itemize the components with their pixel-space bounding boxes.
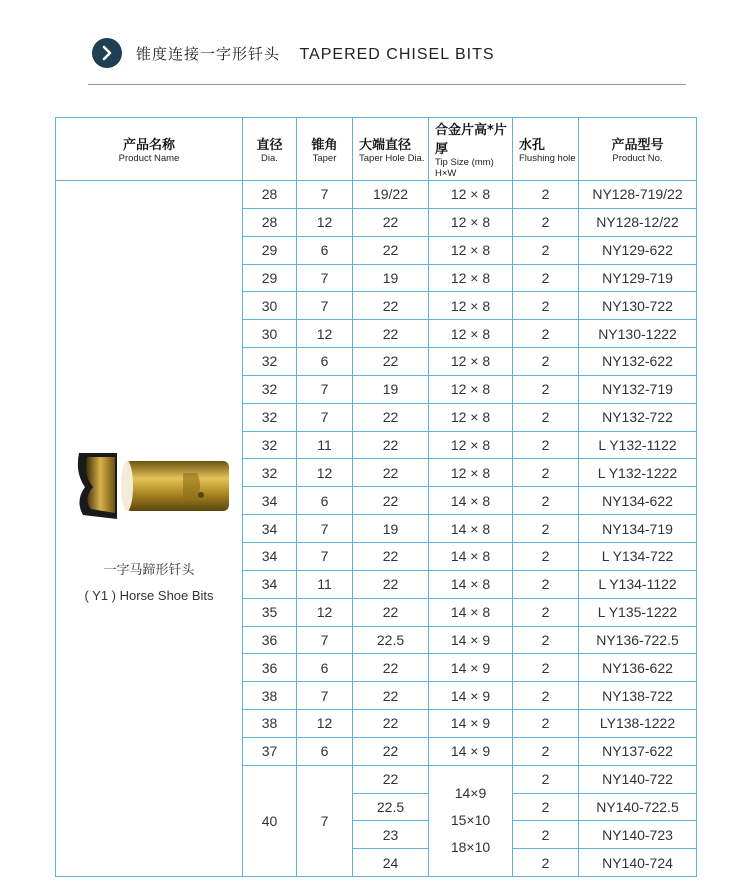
dia-cell: 30	[243, 292, 297, 320]
taper-cell: 7	[297, 403, 353, 431]
dia-cell: 32	[243, 348, 297, 376]
taper-cell: 6	[297, 236, 353, 264]
dia-cell: 38	[243, 682, 297, 710]
taper-hole-cell: 22	[353, 570, 429, 598]
tip-size-option: 15×10	[450, 812, 491, 829]
tip-size-cell: 14 × 8	[429, 570, 513, 598]
dia-cell: 29	[243, 236, 297, 264]
dia-cell: 32	[243, 375, 297, 403]
taper-hole-cell: 22	[353, 542, 429, 570]
tip-size-cell	[429, 765, 513, 876]
product-no-cell: NY140-724	[579, 849, 697, 877]
taper-cell: 7	[297, 542, 353, 570]
horse-shoe-bit-image	[65, 451, 233, 521]
spec-table	[55, 117, 697, 877]
title-cn: 锥度连接一字形钎头	[136, 44, 281, 63]
taper-hole-cell: 22	[353, 737, 429, 765]
dia-cell: 34	[243, 487, 297, 515]
page-title	[136, 43, 495, 64]
tip-size-cell: 12 × 8	[429, 264, 513, 292]
product-no-cell: NY132-622	[579, 348, 697, 376]
taper-cell: 6	[297, 737, 353, 765]
product-no-cell: NY128-719/22	[579, 181, 697, 209]
product-no-cell: NY129-622	[579, 236, 697, 264]
flushing-hole-cell: 2	[513, 375, 579, 403]
taper-hole-cell: 22	[353, 320, 429, 348]
product-no-cell: NY130-722	[579, 292, 697, 320]
product-no-cell: NY134-719	[579, 515, 697, 543]
product-no-cell: NY140-722	[579, 765, 697, 793]
product-no-cell: L Y135-1222	[579, 598, 697, 626]
flushing-hole-cell: 2	[513, 431, 579, 459]
dia-cell: 32	[243, 431, 297, 459]
taper-hole-cell: 22	[353, 403, 429, 431]
taper-cell: 7	[297, 292, 353, 320]
col-tip-size: 合金片高*片厚 Tip Size (mm) H×W	[429, 118, 513, 181]
taper-hole-cell: 19	[353, 515, 429, 543]
tip-size-cell: 14 × 8	[429, 598, 513, 626]
taper-cell: 7	[297, 626, 353, 654]
flushing-hole-cell: 2	[513, 181, 579, 209]
taper-cell: 7	[297, 264, 353, 292]
product-no-cell: L Y132-1122	[579, 431, 697, 459]
tip-size-cell: 12 × 8	[429, 292, 513, 320]
flushing-hole-cell: 2	[513, 236, 579, 264]
dia-cell: 30	[243, 320, 297, 348]
tip-size-cell: 14 × 9	[429, 654, 513, 682]
col-flushing-hole: 水孔 Flushing hole	[513, 118, 579, 181]
product-no-cell: NY137-622	[579, 737, 697, 765]
taper-cell: 12	[297, 598, 353, 626]
product-no-cell: NY140-723	[579, 821, 697, 849]
flushing-hole-cell: 2	[513, 542, 579, 570]
taper-cell: 7	[297, 515, 353, 543]
taper-cell: 12	[297, 710, 353, 738]
flushing-hole-cell: 2	[513, 765, 579, 793]
taper-hole-cell: 22	[353, 208, 429, 236]
product-no-cell: NY132-722	[579, 403, 697, 431]
taper-hole-cell: 22	[353, 236, 429, 264]
taper-hole-cell: 22	[353, 765, 429, 793]
tip-size-cell: 12 × 8	[429, 181, 513, 209]
page-header	[92, 38, 495, 68]
taper-hole-cell: 22	[353, 710, 429, 738]
taper-cell: 12	[297, 459, 353, 487]
flushing-hole-cell: 2	[513, 292, 579, 320]
dia-cell: 36	[243, 626, 297, 654]
taper-hole-cell: 22	[353, 459, 429, 487]
tip-size-cell: 12 × 8	[429, 375, 513, 403]
dia-cell: 35	[243, 598, 297, 626]
product-no-cell: NY136-722.5	[579, 626, 697, 654]
chevron-right-icon	[92, 38, 122, 68]
taper-cell: 7	[297, 375, 353, 403]
taper-cell: 6	[297, 654, 353, 682]
tip-size-cell: 14 × 9	[429, 737, 513, 765]
product-no-cell: L Y134-722	[579, 542, 697, 570]
tip-size-option: 18×10	[450, 839, 491, 856]
dia-cell: 37	[243, 737, 297, 765]
tip-size-cell: 14 × 9	[429, 682, 513, 710]
product-no-cell: NY140-722.5	[579, 793, 697, 821]
dia-cell: 34	[243, 515, 297, 543]
tip-size-cell: 12 × 8	[429, 236, 513, 264]
taper-cell: 11	[297, 570, 353, 598]
product-no-cell: NY130-1222	[579, 320, 697, 348]
tip-size-cell: 14 × 9	[429, 626, 513, 654]
product-no-cell: NY129-719	[579, 264, 697, 292]
dia-cell: 28	[243, 181, 297, 209]
tip-size-cell: 12 × 8	[429, 459, 513, 487]
dia-cell: 38	[243, 710, 297, 738]
dia-cell: 36	[243, 654, 297, 682]
flushing-hole-cell: 2	[513, 208, 579, 236]
col-dia: 直径 Dia.	[243, 118, 297, 181]
taper-hole-cell: 22	[353, 682, 429, 710]
product-no-cell: NY132-719	[579, 375, 697, 403]
product-name-en: ( Y1 ) Horse Shoe Bits	[84, 588, 214, 603]
flushing-hole-cell: 2	[513, 654, 579, 682]
flushing-hole-cell: 2	[513, 682, 579, 710]
taper-hole-cell: 22	[353, 292, 429, 320]
flushing-hole-cell: 2	[513, 515, 579, 543]
tip-size-option: 14×9	[454, 785, 487, 802]
flushing-hole-cell: 2	[513, 348, 579, 376]
col-taper: 锥角 Taper	[297, 118, 353, 181]
flushing-hole-cell: 2	[513, 598, 579, 626]
product-no-cell: NY136-622	[579, 654, 697, 682]
flushing-hole-cell: 2	[513, 264, 579, 292]
taper-cell: 7	[297, 181, 353, 209]
product-name-cn: 一字马蹄形钎头	[103, 563, 195, 578]
product-no-cell: NY134-622	[579, 487, 697, 515]
taper-hole-cell: 19/22	[353, 181, 429, 209]
col-taper-hole: 大端直径 Taper Hole Dia.	[353, 118, 429, 181]
dia-cell: 29	[243, 264, 297, 292]
table-header-row	[56, 118, 697, 181]
taper-hole-cell: 22	[353, 487, 429, 515]
product-no-cell: L Y134-1122	[579, 570, 697, 598]
taper-hole-cell: 23	[353, 821, 429, 849]
dia-cell: 32	[243, 459, 297, 487]
tip-size-cell: 12 × 8	[429, 431, 513, 459]
product-name-cell	[56, 181, 243, 877]
taper-hole-cell: 19	[353, 264, 429, 292]
dia-cell: 28	[243, 208, 297, 236]
taper-hole-cell: 22.5	[353, 626, 429, 654]
col-product-name: 产品名称 Product Name	[56, 118, 243, 181]
taper-cell: 11	[297, 431, 353, 459]
taper-hole-cell: 22	[353, 348, 429, 376]
tip-size-cell: 12 × 8	[429, 403, 513, 431]
tip-size-cell: 12 × 8	[429, 348, 513, 376]
taper-hole-cell: 24	[353, 849, 429, 877]
flushing-hole-cell: 2	[513, 320, 579, 348]
taper-cell: 12	[297, 208, 353, 236]
flushing-hole-cell: 2	[513, 570, 579, 598]
header-divider	[88, 84, 686, 85]
dia-cell: 34	[243, 570, 297, 598]
flushing-hole-cell: 2	[513, 626, 579, 654]
flushing-hole-cell: 2	[513, 849, 579, 877]
taper-hole-cell: 22	[353, 431, 429, 459]
dia-cell: 40	[243, 765, 297, 876]
taper-cell: 12	[297, 320, 353, 348]
tip-size-cell: 14 × 8	[429, 515, 513, 543]
flushing-hole-cell: 2	[513, 403, 579, 431]
flushing-hole-cell: 2	[513, 737, 579, 765]
dia-cell: 32	[243, 403, 297, 431]
tip-size-cell: 12 × 8	[429, 208, 513, 236]
taper-cell: 7	[297, 682, 353, 710]
flushing-hole-cell: 2	[513, 710, 579, 738]
tip-size-cell: 12 × 8	[429, 320, 513, 348]
product-no-cell: LY138-1222	[579, 710, 697, 738]
taper-cell: 7	[297, 765, 353, 876]
flushing-hole-cell: 2	[513, 793, 579, 821]
taper-cell: 6	[297, 487, 353, 515]
title-en: TAPERED CHISEL BITS	[299, 45, 495, 63]
dia-cell: 34	[243, 542, 297, 570]
col-product-no: 产品型号 Product No.	[579, 118, 697, 181]
product-no-cell: L Y132-1222	[579, 459, 697, 487]
tip-size-cell: 14 × 8	[429, 487, 513, 515]
taper-hole-cell: 19	[353, 375, 429, 403]
taper-hole-cell: 22	[353, 654, 429, 682]
flushing-hole-cell: 2	[513, 487, 579, 515]
product-no-cell: NY128-12/22	[579, 208, 697, 236]
taper-hole-cell: 22	[353, 598, 429, 626]
flushing-hole-cell: 2	[513, 459, 579, 487]
taper-hole-cell: 22.5	[353, 793, 429, 821]
tip-size-cell: 14 × 8	[429, 542, 513, 570]
taper-cell: 6	[297, 348, 353, 376]
product-no-cell: NY138-722	[579, 682, 697, 710]
flushing-hole-cell: 2	[513, 821, 579, 849]
tip-size-cell: 14 × 9	[429, 710, 513, 738]
table-row	[56, 181, 697, 209]
